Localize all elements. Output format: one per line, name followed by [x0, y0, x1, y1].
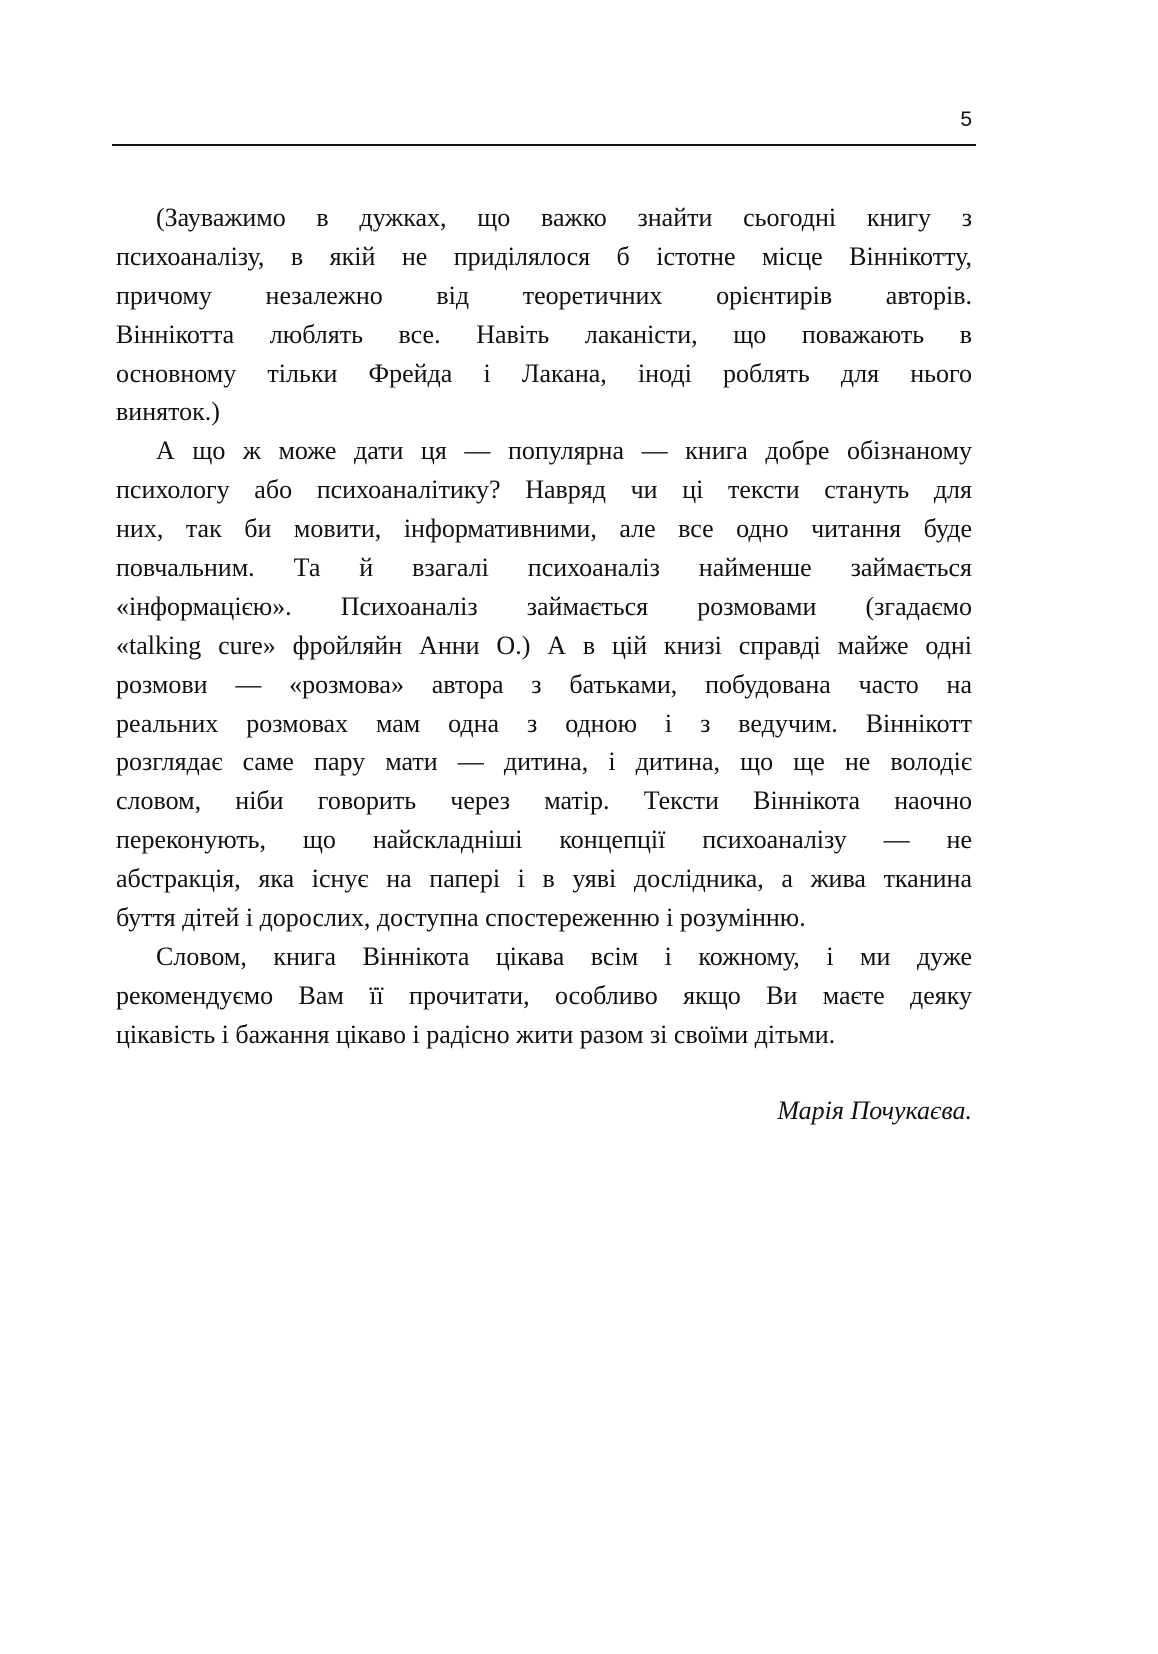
text-line: психологу або психоаналітику? Навряд чи ці тексти стануть для	[116, 475, 972, 505]
text-line: словом, ніби говорить через матір. Тексти Віннікота наочно	[116, 786, 972, 816]
text-line: рекомендуємо Вам її прочитати, особливо якщо Ви маєте деяку	[116, 980, 972, 1010]
text-line: «інформацією». Психоаналіз займається розмовами (згадаємо	[116, 591, 972, 621]
signature: Марія Почукаєва.	[777, 1096, 972, 1125]
text-line: повчальним. Та й взагалі психоаналіз найменше займається	[116, 553, 972, 583]
body-text	[116, 199, 972, 1055]
text-line: абстракція, яка існує на папері і в уяві дослідника, а жива тканина	[116, 864, 972, 894]
text-line: цікавість і бажання цікаво і радісно жити разом зі своїми дітьми.	[116, 1019, 836, 1049]
text-line: буття дітей і дорослих, доступна спостереженню і розумінню.	[116, 903, 806, 933]
text-line: реальних розмовах мам одна з одною і з ведучим. Віннікотт	[116, 708, 972, 738]
text-line: причому незалежно від теоретичних орієнтирів авторів.	[116, 280, 972, 310]
paragraph	[116, 938, 972, 1055]
text-line: А що ж може дати ця — популярна — книга добре обізнаному	[156, 436, 972, 466]
text-line: розмови — «розмова» автора з батьками, побудована часто на	[116, 669, 972, 699]
text-line: основному тільки Фрейда і Лакана, іноді роблять для нього	[116, 358, 972, 388]
paragraph	[116, 199, 972, 432]
text-line: «talking cure» фройляйн Анни О.) А в цій книзі справді майже одні	[116, 630, 972, 660]
text-line: розглядає саме пару мати — дитина, і дитина, що ще не володіє	[116, 747, 972, 777]
text-line: Словом, книга Віннікота цікава всім і кожному, і ми дуже	[156, 941, 972, 971]
text-line: них, так би мовити, інформативними, але все одно читання буде	[116, 514, 972, 544]
text-line: психоаналізу, в якій не приділялося б істотне місце Віннікотту,	[116, 241, 972, 271]
header-rule	[112, 144, 976, 146]
page-number: 5	[960, 108, 972, 131]
text-line: (Зауважимо в дужках, що важко знайти сьогодні книгу з	[156, 203, 972, 232]
text-line: переконують, що найскладніші концепції психоаналізу — не	[116, 825, 972, 855]
paragraph	[116, 432, 972, 938]
text-line: Віннікотта люблять все. Навіть лаканісти, що поважають в	[116, 319, 972, 349]
text-line: виняток.)	[116, 397, 220, 427]
